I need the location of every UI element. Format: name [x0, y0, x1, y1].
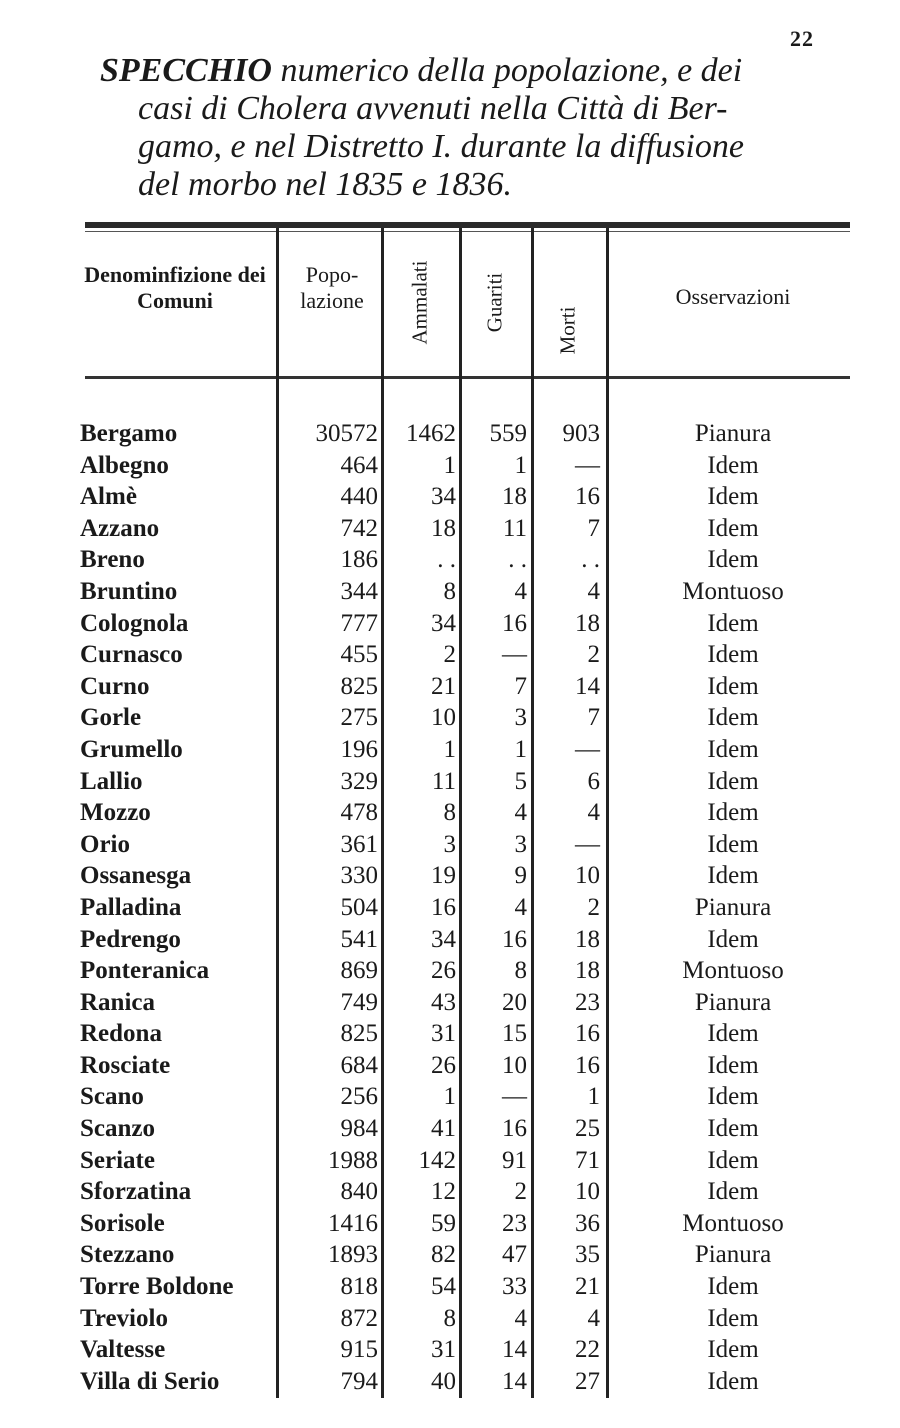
top-rule-thin	[85, 231, 850, 232]
guariti-value: 23	[502, 1209, 527, 1237]
comune-name: Azzano	[80, 514, 160, 542]
ammalati-value: 12	[431, 1178, 456, 1206]
table-row	[0, 1366, 900, 1398]
popolazione-value: 684	[340, 1051, 378, 1079]
morti-value: 1	[587, 1083, 600, 1111]
osservazioni-value: Idem	[707, 1146, 759, 1174]
morti-value: 7	[587, 514, 600, 542]
popolazione-value: 984	[340, 1115, 378, 1143]
guariti-value: 16	[502, 925, 527, 953]
osservazioni-value: Idem	[707, 862, 759, 890]
osservazioni-value: Montuoso	[682, 957, 784, 985]
table-row	[0, 544, 900, 576]
table-row	[0, 450, 900, 482]
comune-name: Almè	[80, 483, 137, 511]
guariti-value: 2	[514, 1178, 527, 1206]
comune-name: Stezzano	[80, 1241, 175, 1269]
guariti-value: 7	[514, 672, 527, 700]
comune-name: Palladina	[80, 893, 182, 921]
table-row	[0, 1271, 900, 1303]
title-line-3: gamo, e nel Distretto I. durante la diffusione	[138, 128, 744, 165]
osservazioni-value: Pianura	[694, 1241, 772, 1269]
comune-name: Pedrengo	[80, 925, 181, 953]
popolazione-value: 794	[340, 1367, 378, 1395]
guariti-value: 20	[502, 988, 527, 1016]
morti-value: —	[575, 830, 600, 858]
title-line-2: casi di Cholera avvenuti nella Città di Ber-	[138, 90, 728, 127]
popolazione-value: 361	[340, 830, 378, 858]
guariti-value: 16	[502, 1115, 527, 1143]
guariti-value: 4	[514, 577, 527, 605]
title-lead: SPECCHIO	[100, 52, 272, 89]
popolazione-value: 329	[340, 767, 378, 795]
ammalati-value: 2	[443, 641, 456, 669]
ammalati-value: 8	[443, 799, 456, 827]
guariti-value: 1	[514, 735, 527, 763]
header-guariti: Guariti	[482, 272, 507, 333]
osservazioni-value: Idem	[707, 1336, 759, 1364]
table-title	[100, 52, 845, 204]
osservazioni-value: Idem	[707, 514, 759, 542]
comune-name: Scano	[80, 1083, 144, 1111]
table-row	[0, 608, 900, 640]
top-rule	[85, 222, 850, 228]
ammalati-value: 54	[431, 1273, 456, 1301]
ammalati-value: 31	[431, 1336, 456, 1364]
ammalati-value: 8	[443, 1304, 456, 1332]
ammalati-value: 1	[443, 735, 456, 763]
morti-value: 18	[575, 925, 600, 953]
comune-name: Seriate	[80, 1146, 155, 1174]
table-body	[0, 418, 900, 1397]
guariti-value: 3	[514, 704, 527, 732]
osservazioni-value: Idem	[707, 641, 759, 669]
table-row	[0, 671, 900, 703]
comune-name: Ranica	[80, 988, 155, 1016]
guariti-value: 15	[502, 1020, 527, 1048]
guariti-value: 9	[514, 862, 527, 890]
morti-value: 10	[575, 862, 600, 890]
guariti-value: 16	[502, 609, 527, 637]
morti-value: 21	[575, 1273, 600, 1301]
table-row	[0, 1303, 900, 1335]
ammalati-value: 10	[431, 704, 456, 732]
osservazioni-value: Idem	[707, 1083, 759, 1111]
table-row	[0, 1176, 900, 1208]
morti-value: 23	[575, 988, 600, 1016]
osservazioni-value: Montuoso	[682, 1209, 784, 1237]
osservazioni-value: Pianura	[694, 893, 772, 921]
table-row	[0, 829, 900, 861]
table-row	[0, 924, 900, 956]
morti-value: 16	[575, 1020, 600, 1048]
popolazione-value: 30572	[315, 420, 378, 447]
osservazioni-value: Idem	[707, 546, 759, 574]
morti-value: 27	[575, 1367, 600, 1395]
ammalati-value: 1462	[406, 420, 456, 447]
table-row	[0, 418, 900, 450]
morti-value: 7	[587, 704, 600, 732]
popolazione-value: 742	[340, 514, 378, 542]
ammalati-value: 8	[443, 577, 456, 605]
table-row	[0, 1334, 900, 1366]
header-ammalati: Ammalati	[407, 260, 432, 345]
ammalati-value: 1	[443, 451, 456, 479]
header-osservazioni: Osservazioni	[675, 284, 791, 309]
popolazione-value: 869	[340, 957, 378, 985]
header-morti: Morti	[555, 306, 580, 355]
morti-value: 36	[575, 1209, 600, 1237]
comune-name: Scanzo	[80, 1115, 155, 1143]
comune-name: Mozzo	[80, 799, 151, 827]
page-number: 22	[790, 26, 814, 51]
comune-name: Curno	[80, 672, 150, 700]
ammalati-value: 16	[431, 893, 456, 921]
osservazioni-value: Idem	[707, 1115, 759, 1143]
ammalati-value: 11	[431, 767, 456, 795]
osservazioni-value: Idem	[707, 799, 759, 827]
ammalati-value: 82	[431, 1241, 456, 1269]
morti-value: 25	[575, 1115, 600, 1143]
osservazioni-value: Idem	[707, 672, 759, 700]
popolazione-value: 478	[340, 799, 378, 827]
guariti-value: 1	[514, 451, 527, 479]
popolazione-value: 825	[340, 672, 378, 700]
comune-name: Lallio	[80, 767, 143, 795]
comune-name: Ponteranica	[80, 957, 210, 985]
comune-name: Bergamo	[80, 420, 178, 447]
comune-name: Orio	[80, 830, 130, 858]
popolazione-value: 872	[340, 1304, 378, 1332]
ammalati-value: 3	[443, 830, 456, 858]
comune-name: Colognola	[80, 609, 189, 637]
title-line-1: numerico della popolazione, e dei	[271, 52, 743, 89]
table-row	[0, 1018, 900, 1050]
popolazione-value: 777	[340, 609, 378, 637]
ammalati-value: . .	[437, 546, 456, 574]
popolazione-value: 504	[340, 893, 378, 921]
popolazione-value: 541	[340, 925, 378, 953]
table-row	[0, 1113, 900, 1145]
guariti-value: 18	[502, 483, 527, 511]
ammalati-value: 142	[418, 1146, 456, 1174]
morti-value: 10	[575, 1178, 600, 1206]
popolazione-value: 196	[340, 735, 378, 763]
header-popolazione: Popo- lazione	[300, 262, 364, 313]
popolazione-value: 464	[340, 451, 378, 479]
osservazioni-value: Montuoso	[682, 577, 784, 605]
popolazione-value: 186	[340, 546, 378, 574]
comune-name: Sorisole	[80, 1209, 165, 1237]
table-row	[0, 576, 900, 608]
osservazioni-value: Idem	[707, 609, 759, 637]
table-row	[0, 987, 900, 1019]
header-denominazione: Denominfizione dei Comuni	[84, 262, 266, 313]
guariti-value: 47	[502, 1241, 527, 1269]
header-rule	[85, 376, 850, 379]
osservazioni-value: Idem	[707, 767, 759, 795]
popolazione-value: 330	[340, 862, 378, 890]
osservazioni-value: Idem	[707, 1273, 759, 1301]
ammalati-value: 19	[431, 862, 456, 890]
morti-value: 14	[575, 672, 600, 700]
guariti-value: 5	[514, 767, 527, 795]
osservazioni-value: Idem	[707, 1178, 759, 1206]
comune-name: Grumello	[80, 735, 183, 763]
popolazione-value: 915	[340, 1336, 378, 1364]
guariti-value: 3	[514, 830, 527, 858]
popolazione-value: 344	[340, 577, 378, 605]
comune-name: Valtesse	[80, 1336, 166, 1364]
morti-value: 35	[575, 1241, 600, 1269]
table-row	[0, 892, 900, 924]
popolazione-value: 440	[340, 483, 378, 511]
guariti-value: 91	[502, 1146, 527, 1174]
ammalati-value: 40	[431, 1367, 456, 1395]
comune-name: Treviolo	[80, 1304, 168, 1332]
osservazioni-value: Idem	[707, 1304, 759, 1332]
morti-value: —	[575, 451, 600, 479]
comune-name: Redona	[80, 1020, 162, 1048]
ammalati-value: 26	[431, 1051, 456, 1079]
morti-value: 71	[575, 1146, 600, 1174]
morti-value: 22	[575, 1336, 600, 1364]
table-row	[0, 766, 900, 798]
morti-value: 4	[587, 1304, 600, 1332]
guariti-value: 4	[514, 799, 527, 827]
morti-value: —	[575, 735, 600, 763]
table-row	[0, 1081, 900, 1113]
osservazioni-value: Idem	[707, 483, 759, 511]
osservazioni-value: Pianura	[694, 420, 772, 447]
guariti-value: —	[502, 1083, 527, 1111]
guariti-value: 14	[502, 1336, 527, 1364]
table-row	[0, 1050, 900, 1082]
ammalati-value: 34	[431, 925, 456, 953]
ammalati-value: 34	[431, 609, 456, 637]
morti-value: 6	[587, 767, 600, 795]
guariti-value: 14	[502, 1367, 527, 1395]
ammalati-value: 41	[431, 1115, 456, 1143]
morti-value: 2	[587, 893, 600, 921]
morti-value: 4	[587, 799, 600, 827]
osservazioni-value: Pianura	[694, 988, 772, 1016]
table-row	[0, 1239, 900, 1271]
ammalati-value: 26	[431, 957, 456, 985]
popolazione-value: 840	[340, 1178, 378, 1206]
morti-value: 903	[562, 420, 600, 447]
guariti-value: 10	[502, 1051, 527, 1079]
table-row	[0, 955, 900, 987]
comune-name: Rosciate	[80, 1051, 171, 1079]
comune-name: Sforzatina	[80, 1178, 192, 1206]
ammalati-value: 34	[431, 483, 456, 511]
popolazione-value: 1893	[328, 1241, 378, 1269]
morti-value: 18	[575, 609, 600, 637]
table-row	[0, 797, 900, 829]
ammalati-value: 18	[431, 514, 456, 542]
guariti-value: 4	[514, 1304, 527, 1332]
popolazione-value: 1416	[328, 1209, 378, 1237]
table-row	[0, 481, 900, 513]
ammalati-value: 31	[431, 1020, 456, 1048]
ammalati-value: 1	[443, 1083, 456, 1111]
table-row	[0, 639, 900, 671]
guariti-value: 33	[502, 1273, 527, 1301]
ammalati-value: 21	[431, 672, 456, 700]
ammalati-value: 59	[431, 1209, 456, 1237]
osservazioni-value: Idem	[707, 925, 759, 953]
osservazioni-value: Idem	[707, 735, 759, 763]
table-row	[0, 1145, 900, 1177]
comune-name: Gorle	[80, 704, 142, 732]
comune-name: Breno	[80, 546, 145, 574]
title-line-4: del morbo nel 1835 e 1836.	[138, 166, 512, 203]
guariti-value: 8	[514, 957, 527, 985]
morti-value: 16	[575, 483, 600, 511]
osservazioni-value: Idem	[707, 1051, 759, 1079]
morti-value: 4	[587, 577, 600, 605]
comune-name: Torre Boldone	[80, 1273, 234, 1301]
osservazioni-value: Idem	[707, 1367, 759, 1395]
guariti-value: 559	[489, 420, 527, 447]
popolazione-value: 825	[340, 1020, 378, 1048]
osservazioni-value: Idem	[707, 704, 759, 732]
popolazione-value: 455	[340, 641, 378, 669]
morti-value: 18	[575, 957, 600, 985]
osservazioni-value: Idem	[707, 830, 759, 858]
comune-name: Bruntino	[80, 577, 178, 605]
table-row	[0, 860, 900, 892]
guariti-value: —	[502, 641, 527, 669]
table-row	[0, 734, 900, 766]
table-row	[0, 702, 900, 734]
popolazione-value: 749	[340, 988, 378, 1016]
guariti-value: . .	[508, 546, 527, 574]
guariti-value: 11	[502, 514, 527, 542]
popolazione-value: 256	[340, 1083, 378, 1111]
guariti-value: 4	[514, 893, 527, 921]
popolazione-value: 818	[340, 1273, 378, 1301]
osservazioni-value: Idem	[707, 451, 759, 479]
popolazione-value: 1988	[328, 1146, 378, 1174]
table-row	[0, 1208, 900, 1240]
morti-value: . .	[581, 546, 600, 574]
comune-name: Ossanesga	[80, 862, 192, 890]
table-row	[0, 513, 900, 545]
morti-value: 16	[575, 1051, 600, 1079]
morti-value: 2	[587, 641, 600, 669]
osservazioni-value: Idem	[707, 1020, 759, 1048]
ammalati-value: 43	[431, 988, 456, 1016]
comune-name: Villa di Serio	[80, 1367, 220, 1395]
comune-name: Curnasco	[80, 641, 183, 669]
comune-name: Albegno	[80, 451, 169, 479]
popolazione-value: 275	[340, 704, 378, 732]
